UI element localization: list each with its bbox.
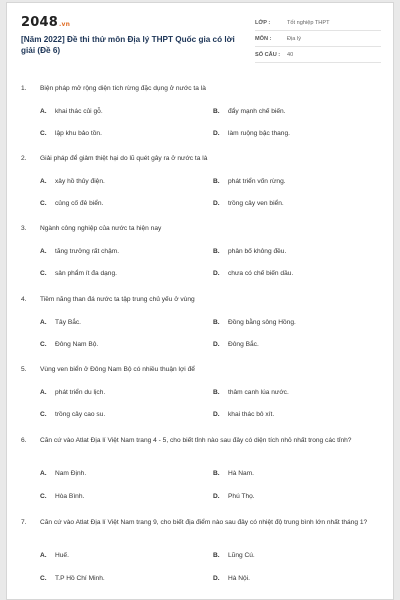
option-text: Nam Định. (55, 470, 87, 477)
question-stem: Biện pháp mở rộng diện tích rừng đặc dụng ở nước ta là (40, 85, 206, 92)
option-text: phát triển du lịch. (55, 389, 106, 396)
option-text: trồng cây ven biển. (228, 200, 284, 207)
option-text: khai thác củi gỗ. (55, 108, 103, 115)
option-text: Tây Bắc. (55, 319, 82, 326)
option-text: Đồng bằng sông Hồng. (228, 319, 296, 326)
option-text: T.P Hồ Chí Minh. (55, 575, 105, 582)
meta-row-subject (255, 31, 381, 47)
question-number: 5. (21, 366, 27, 373)
option-text: Hòa Bình. (55, 493, 85, 500)
question-number: 2. (21, 155, 27, 162)
document-page (6, 2, 394, 600)
option-text: lập khu bảo tồn. (55, 130, 102, 137)
logo-main: 2048 (21, 15, 58, 30)
option-a[interactable]: A. xây hồ thủy điện. (40, 178, 105, 185)
logo[interactable] (21, 15, 70, 30)
question-stem: Tiềm năng than đá nước ta tập trung chủ yếu ở vùng (40, 296, 195, 303)
option-b[interactable]: B. Hà Nam. (213, 470, 255, 477)
option-c[interactable]: C. T.P Hồ Chí Minh. (40, 575, 105, 582)
option-text: Hà Nam. (228, 470, 255, 477)
question-text (21, 294, 371, 306)
meta-table (255, 15, 381, 63)
question-stem: Giải pháp để giảm thiệt hại do lũ quét gây ra ở nước ta là (40, 155, 208, 162)
option-a[interactable]: A. Nam Định. (40, 470, 87, 477)
question-text (21, 435, 371, 447)
option-d[interactable]: D. Phú Thọ. (213, 493, 255, 500)
option-d[interactable]: D. khai thác bô xít. (213, 411, 275, 418)
option-c[interactable]: C. Đông Nam Bộ. (40, 341, 99, 348)
option-b[interactable]: B. phân bố không đều. (213, 248, 287, 255)
meta-value: 40 (287, 51, 294, 58)
question-number: 6. (21, 437, 27, 444)
option-text: tăng trưởng rất chậm. (55, 248, 120, 255)
question-number: 7. (21, 519, 27, 526)
option-c[interactable]: C. Hòa Bình. (40, 493, 85, 500)
option-text: Lũng Cú. (228, 552, 255, 559)
option-text: sản phẩm ít đa dạng. (55, 270, 117, 277)
page-title: [Năm 2022] Đề thi thử môn Địa lý THPT Quốc gia có lời giải (Đề 6) (21, 35, 235, 55)
question-number: 4. (21, 296, 27, 303)
option-text: Huế. (55, 552, 69, 559)
option-text: phát triển vốn rừng. (228, 178, 286, 185)
option-text: làm ruộng bậc thang. (228, 130, 290, 137)
option-text: Hà Nội. (228, 575, 250, 582)
question-stem: Vùng ven biển ở Đông Nam Bộ có nhiều thuận lợi để (40, 366, 195, 373)
option-d[interactable]: D. trồng cây ven biển. (213, 200, 284, 207)
meta-row-count (255, 47, 381, 63)
option-text: khai thác bô xít. (228, 411, 275, 418)
meta-key: SỐ CÂU : (255, 51, 281, 58)
option-a[interactable]: A. Tây Bắc. (40, 319, 82, 326)
option-text: chưa có chế biến dầu. (228, 270, 294, 277)
question-text (21, 153, 371, 165)
question-text (21, 364, 371, 376)
question-stem: Căn cứ vào Atlat Địa lí Việt Nam trang 4 - 5, cho biết tỉnh nào sau đây có diện tích nhỏ nhất trong các tỉnh? (40, 437, 352, 444)
option-a[interactable]: A. khai thác củi gỗ. (40, 108, 103, 115)
option-text: trồng cây cao su. (55, 411, 106, 418)
question-number: 1. (21, 85, 27, 92)
option-text: Đông Bắc. (228, 341, 259, 348)
option-c[interactable]: C. củng cố đê biển. (40, 200, 104, 207)
option-a[interactable]: A. Huế. (40, 552, 69, 559)
option-b[interactable]: B. Đồng bằng sông Hồng. (213, 319, 296, 326)
question-text (21, 83, 371, 95)
meta-key: MÔN : (255, 35, 272, 42)
option-text: đẩy mạnh chế biến. (228, 108, 286, 115)
meta-value: Tốt nghiệp THPT (287, 19, 330, 26)
option-b[interactable]: B. đẩy mạnh chế biến. (213, 108, 286, 115)
option-c[interactable]: C. trồng cây cao su. (40, 411, 106, 418)
option-text: Đông Nam Bộ. (55, 341, 99, 348)
header (7, 3, 393, 81)
option-text: phân bố không đều. (228, 248, 287, 255)
option-b[interactable]: B. Lũng Cú. (213, 552, 255, 559)
meta-key: LỚP : (255, 19, 271, 26)
question-number: 3. (21, 225, 27, 232)
option-c[interactable]: C. lập khu bảo tồn. (40, 130, 102, 137)
option-d[interactable]: D. chưa có chế biến dầu. (213, 270, 294, 277)
option-b[interactable]: B. phát triển vốn rừng. (213, 178, 286, 185)
option-text: củng cố đê biển. (55, 200, 104, 207)
option-text: Phú Thọ. (228, 493, 255, 500)
option-text: xây hồ thủy điện. (55, 178, 105, 185)
logo-sub: .vn (58, 21, 71, 28)
question-stem: Ngành công nghiệp của nước ta hiện nay (40, 225, 162, 232)
question-text (21, 517, 371, 529)
meta-row-class (255, 15, 381, 31)
option-b[interactable]: B. thâm canh lúa nước. (213, 389, 289, 396)
option-a[interactable]: A. tăng trưởng rất chậm. (40, 248, 120, 255)
option-d[interactable]: D. Đông Bắc. (213, 341, 259, 348)
meta-value: Địa lý (287, 35, 301, 42)
option-text: thâm canh lúa nước. (228, 389, 289, 396)
option-d[interactable]: D. Hà Nội. (213, 575, 250, 582)
option-d[interactable]: D. làm ruộng bậc thang. (213, 130, 290, 137)
option-c[interactable]: C. sản phẩm ít đa dạng. (40, 270, 117, 277)
option-a[interactable]: A. phát triển du lịch. (40, 389, 106, 396)
question-stem: Căn cứ vào Atlat Địa lí Việt Nam trang 9, cho biết địa điểm nào sau đây có nhiệt độ trung bình lớn nhất tháng 1? (40, 519, 368, 526)
question-text (21, 223, 371, 235)
